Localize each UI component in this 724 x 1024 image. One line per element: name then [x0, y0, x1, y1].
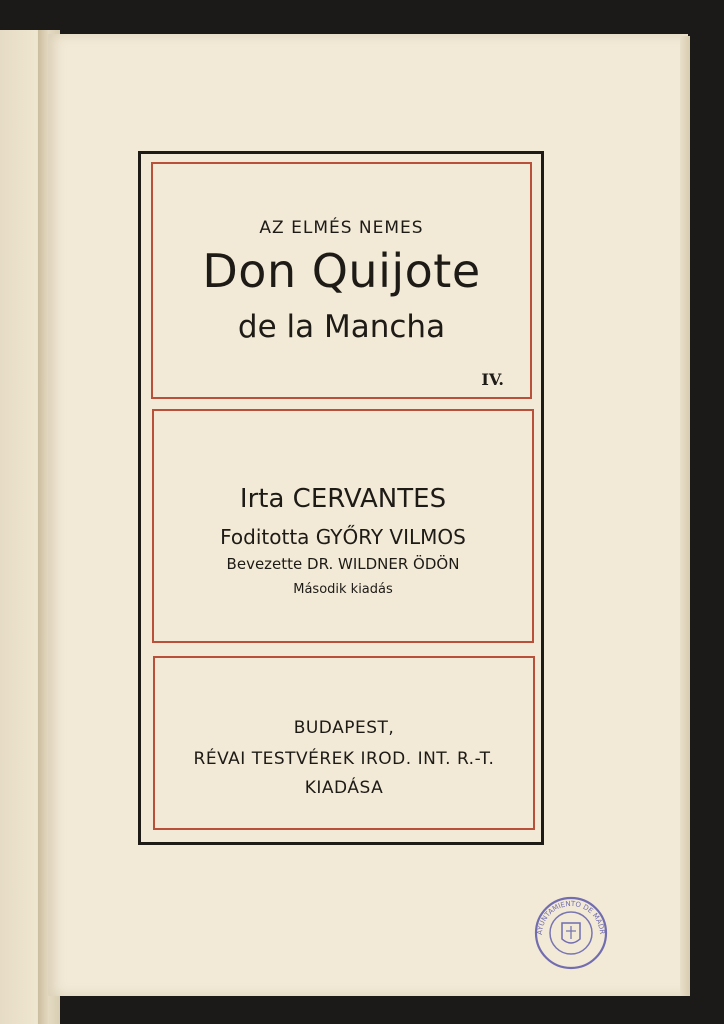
- imprint-box: [153, 656, 535, 830]
- book-title: Don Quijote: [202, 244, 481, 298]
- translator-line: Foditotta GYŐRY VILMOS: [220, 525, 466, 549]
- imprint-city: BUDAPEST,: [293, 718, 395, 738]
- title-box: [151, 162, 532, 399]
- introduction-line: Bevezette DR. WILDNER ÖDÖN: [226, 555, 460, 573]
- book-gutter: [38, 30, 48, 1024]
- credits-box: [152, 409, 534, 643]
- imprint-publisher: RÉVAI TESTVÉREK IROD. INT. R.-T.: [193, 749, 495, 769]
- page-edge: [680, 36, 690, 996]
- edition-line: Második kiadás: [293, 582, 393, 597]
- svg-text:AYUNTAMIENTO DE MADRID: AYUNTAMIENTO DE MADR: [535, 899, 607, 936]
- title-prefix: AZ ELMÉS NEMES: [259, 218, 424, 238]
- book-subtitle: de la Mancha: [237, 309, 446, 345]
- imprint-kiadasa: KIADÁSA: [304, 778, 384, 798]
- author-line: Irta CERVANTES: [239, 484, 447, 514]
- volume-number: IV.: [481, 370, 504, 389]
- library-stamp-icon: [530, 893, 612, 971]
